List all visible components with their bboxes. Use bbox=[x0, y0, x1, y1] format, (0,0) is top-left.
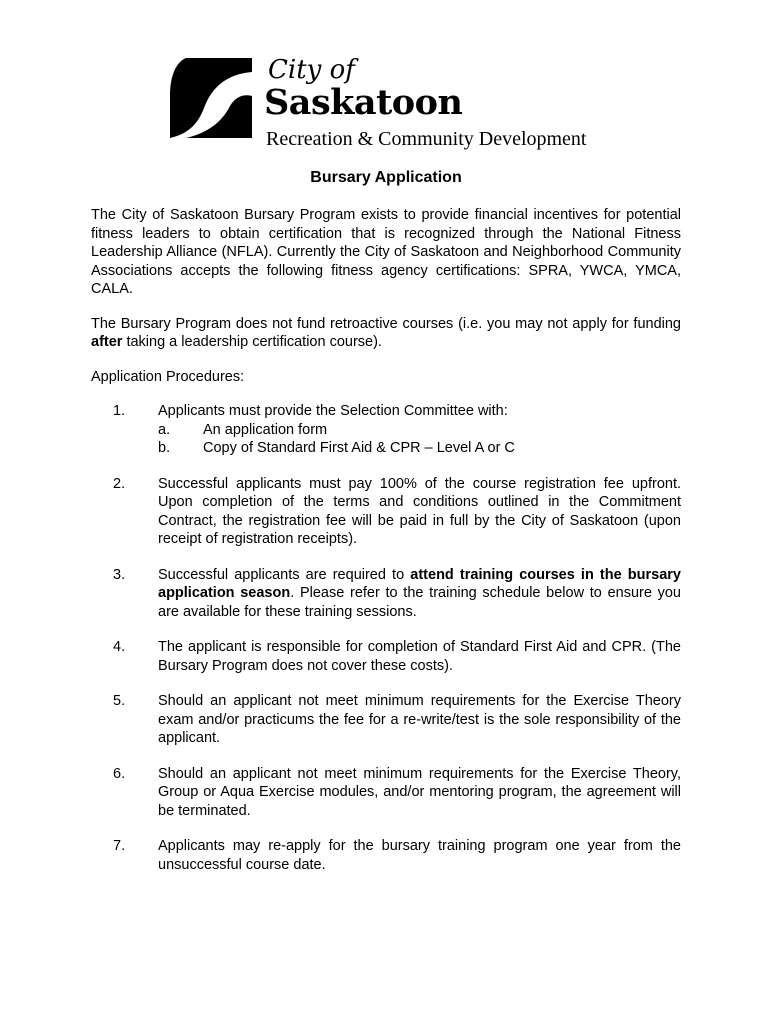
procedure-step bbox=[91, 765, 681, 821]
logo-department-text: Recreation & Community Development bbox=[266, 128, 587, 150]
retro-text-bold: after bbox=[91, 334, 123, 350]
step-number: 2. bbox=[113, 475, 126, 492]
step-text bbox=[158, 566, 681, 622]
sub-item bbox=[158, 439, 681, 458]
procedure-step bbox=[91, 837, 681, 874]
procedure-step bbox=[91, 566, 681, 622]
document-body bbox=[91, 168, 681, 891]
sub-item-text: Copy of Standard First Aid & CPR – Level A or C bbox=[203, 440, 515, 456]
step-text: The applicant is responsible for completion of Standard First Aid and CPR. (The Bursary Program does not cover these costs). bbox=[158, 639, 681, 674]
step-number: 1. bbox=[113, 403, 126, 419]
step-text-bold: attend training courses in the bursary application season bbox=[158, 566, 681, 601]
step-text: Should an applicant not meet minimum requirements for the Exercise Theory, Group or Aqua Exercise modules, and/or mentoring program, the agreement will be terminated. bbox=[158, 765, 681, 819]
step-text: Successful applicants must pay 100% of the course registration fee upfront. Upon completion of the terms and conditions outlined in the Commitment Contract, the registration fee will be paid in full by the City of Saskatoon (upon receipt of registration receipts). bbox=[158, 475, 681, 547]
step-number: 5. bbox=[113, 693, 126, 709]
logo-name-text: Saskatoon bbox=[264, 82, 463, 123]
logo-city-text: City of bbox=[268, 55, 355, 85]
step-number: 6. bbox=[113, 765, 126, 782]
retro-text-before: The Bursary Program does not fund retroactive courses (i.e. you may not apply for funding bbox=[91, 315, 681, 332]
sub-item-text: An application form bbox=[203, 421, 328, 438]
intro-paragraph: The City of Saskatoon Bursary Program exists to provide financial incentives for potential fitness leaders to obtain certification that is recognized through the National Fitness Leadership Alliance (NFLA). Currently the City of Saskatoon and Neighborhood Community Associations accepts the following fitness agency certifications: SPRA, YWCA, YMCA, CALA. bbox=[91, 207, 681, 297]
procedures-label: Application Procedures: bbox=[91, 368, 245, 385]
step-number: 7. bbox=[113, 838, 126, 854]
step-number: 3. bbox=[113, 566, 126, 583]
saskatoon-s-logo-icon bbox=[168, 56, 252, 140]
retro-text-after: taking a leadership certification course). bbox=[122, 334, 382, 350]
sub-item-letter: b. bbox=[158, 440, 171, 456]
city-logo bbox=[168, 54, 608, 154]
step-text-before: Successful applicants are required to bbox=[158, 566, 411, 583]
step-number: 4. bbox=[113, 639, 126, 655]
step-text: Applicants must provide the Selection Committee with: bbox=[158, 403, 508, 419]
step-text: Should an applicant not meet minimum requirements for the Exercise Theory exam and/or practicums the fee for a re-write/test is the sole responsibility of the applicant. bbox=[158, 693, 681, 746]
procedure-step bbox=[91, 692, 681, 748]
sub-item-letter: a. bbox=[158, 421, 171, 438]
step-text-after: . Please refer to the training schedule below to ensure you are available for these training sessions. bbox=[158, 585, 681, 620]
procedure-step bbox=[91, 638, 681, 675]
retroactive-paragraph bbox=[91, 315, 681, 352]
step-text: Applicants may re-apply for the bursary training program one year from the unsuccessful course date. bbox=[158, 838, 681, 873]
document-title: Bursary Application bbox=[310, 169, 462, 186]
procedure-step bbox=[91, 475, 681, 549]
sub-item bbox=[158, 421, 681, 440]
procedure-step bbox=[91, 402, 681, 458]
